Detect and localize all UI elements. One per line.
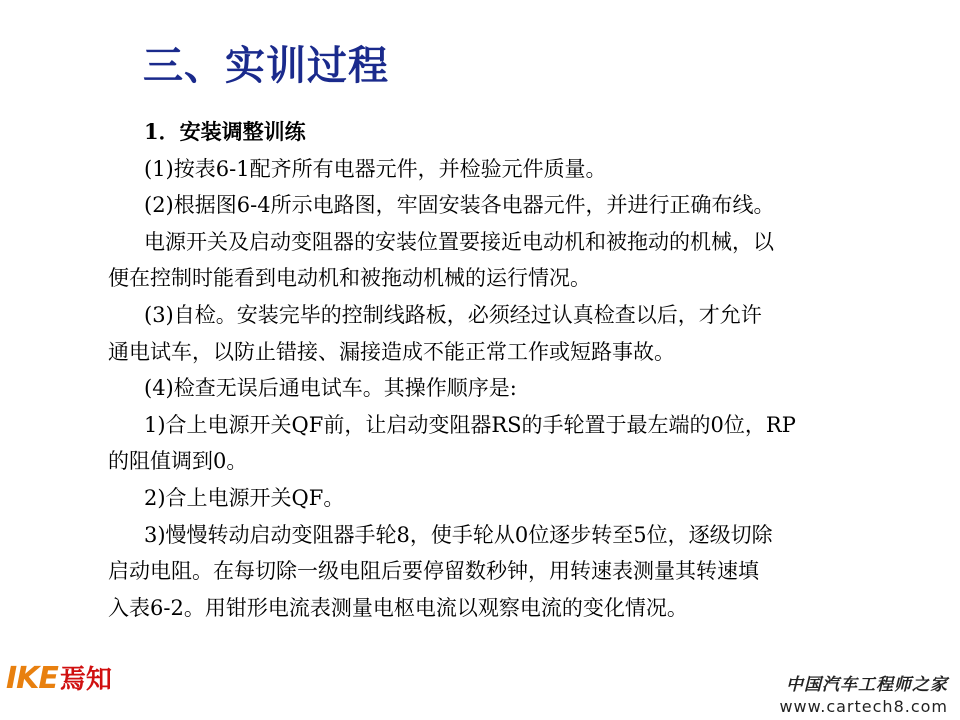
text-line: 1．安装调整训练 [144, 119, 306, 144]
watermark [779, 670, 948, 716]
watermark-url: www.cartech8.com [779, 697, 948, 716]
text-line: 启动电阻。在每切除一级电阻后要停留数秒钟，用转速表测量其转速填 [108, 559, 759, 584]
body-text [108, 114, 868, 626]
logo-brand: IKE [6, 661, 58, 696]
ike-logo [6, 662, 112, 697]
text-line: (2)根据图6-4所示电路图，牢固安装各电器元件，并进行正确布线。 [144, 193, 775, 218]
text-line: 1)合上电源开关QF前，让启动变阻器RS的手轮置于最左端的0位，RP [144, 412, 796, 437]
text-line: (4)检查无误后通电试车。其操作顺序是: [144, 376, 517, 401]
text-line: 2)合上电源开关QF。 [144, 485, 345, 510]
logo-cn: 焉知 [59, 665, 112, 695]
text-line: 的阻值调到0。 [108, 449, 248, 474]
text-line: 便在控制时能看到电动机和被拖动机械的运行情况。 [108, 266, 591, 291]
text-line: (3)自检。安装完毕的控制线路板，必须经过认真检查以后，才允许 [144, 302, 762, 327]
text-line: 3)慢慢转动启动变阻器手轮8，使手轮从0位逐步转至5位，逐级切除 [144, 522, 773, 547]
text-line: (1)按表6-1配齐所有电器元件，并检验元件质量。 [144, 156, 607, 181]
page-title: 三、实训过程 [143, 43, 389, 89]
text-line: 通电试车，以防止错接、漏接造成不能正常工作或短路事故。 [108, 339, 675, 364]
text-line: 入表6-2。用钳形电流表测量电枢电流以观察电流的变化情况。 [108, 595, 688, 620]
text-line: 电源开关及启动变阻器的安装位置要接近电动机和被拖动的机械，以 [144, 229, 774, 254]
watermark-cn: 中国汽车工程师之家 [786, 675, 948, 695]
